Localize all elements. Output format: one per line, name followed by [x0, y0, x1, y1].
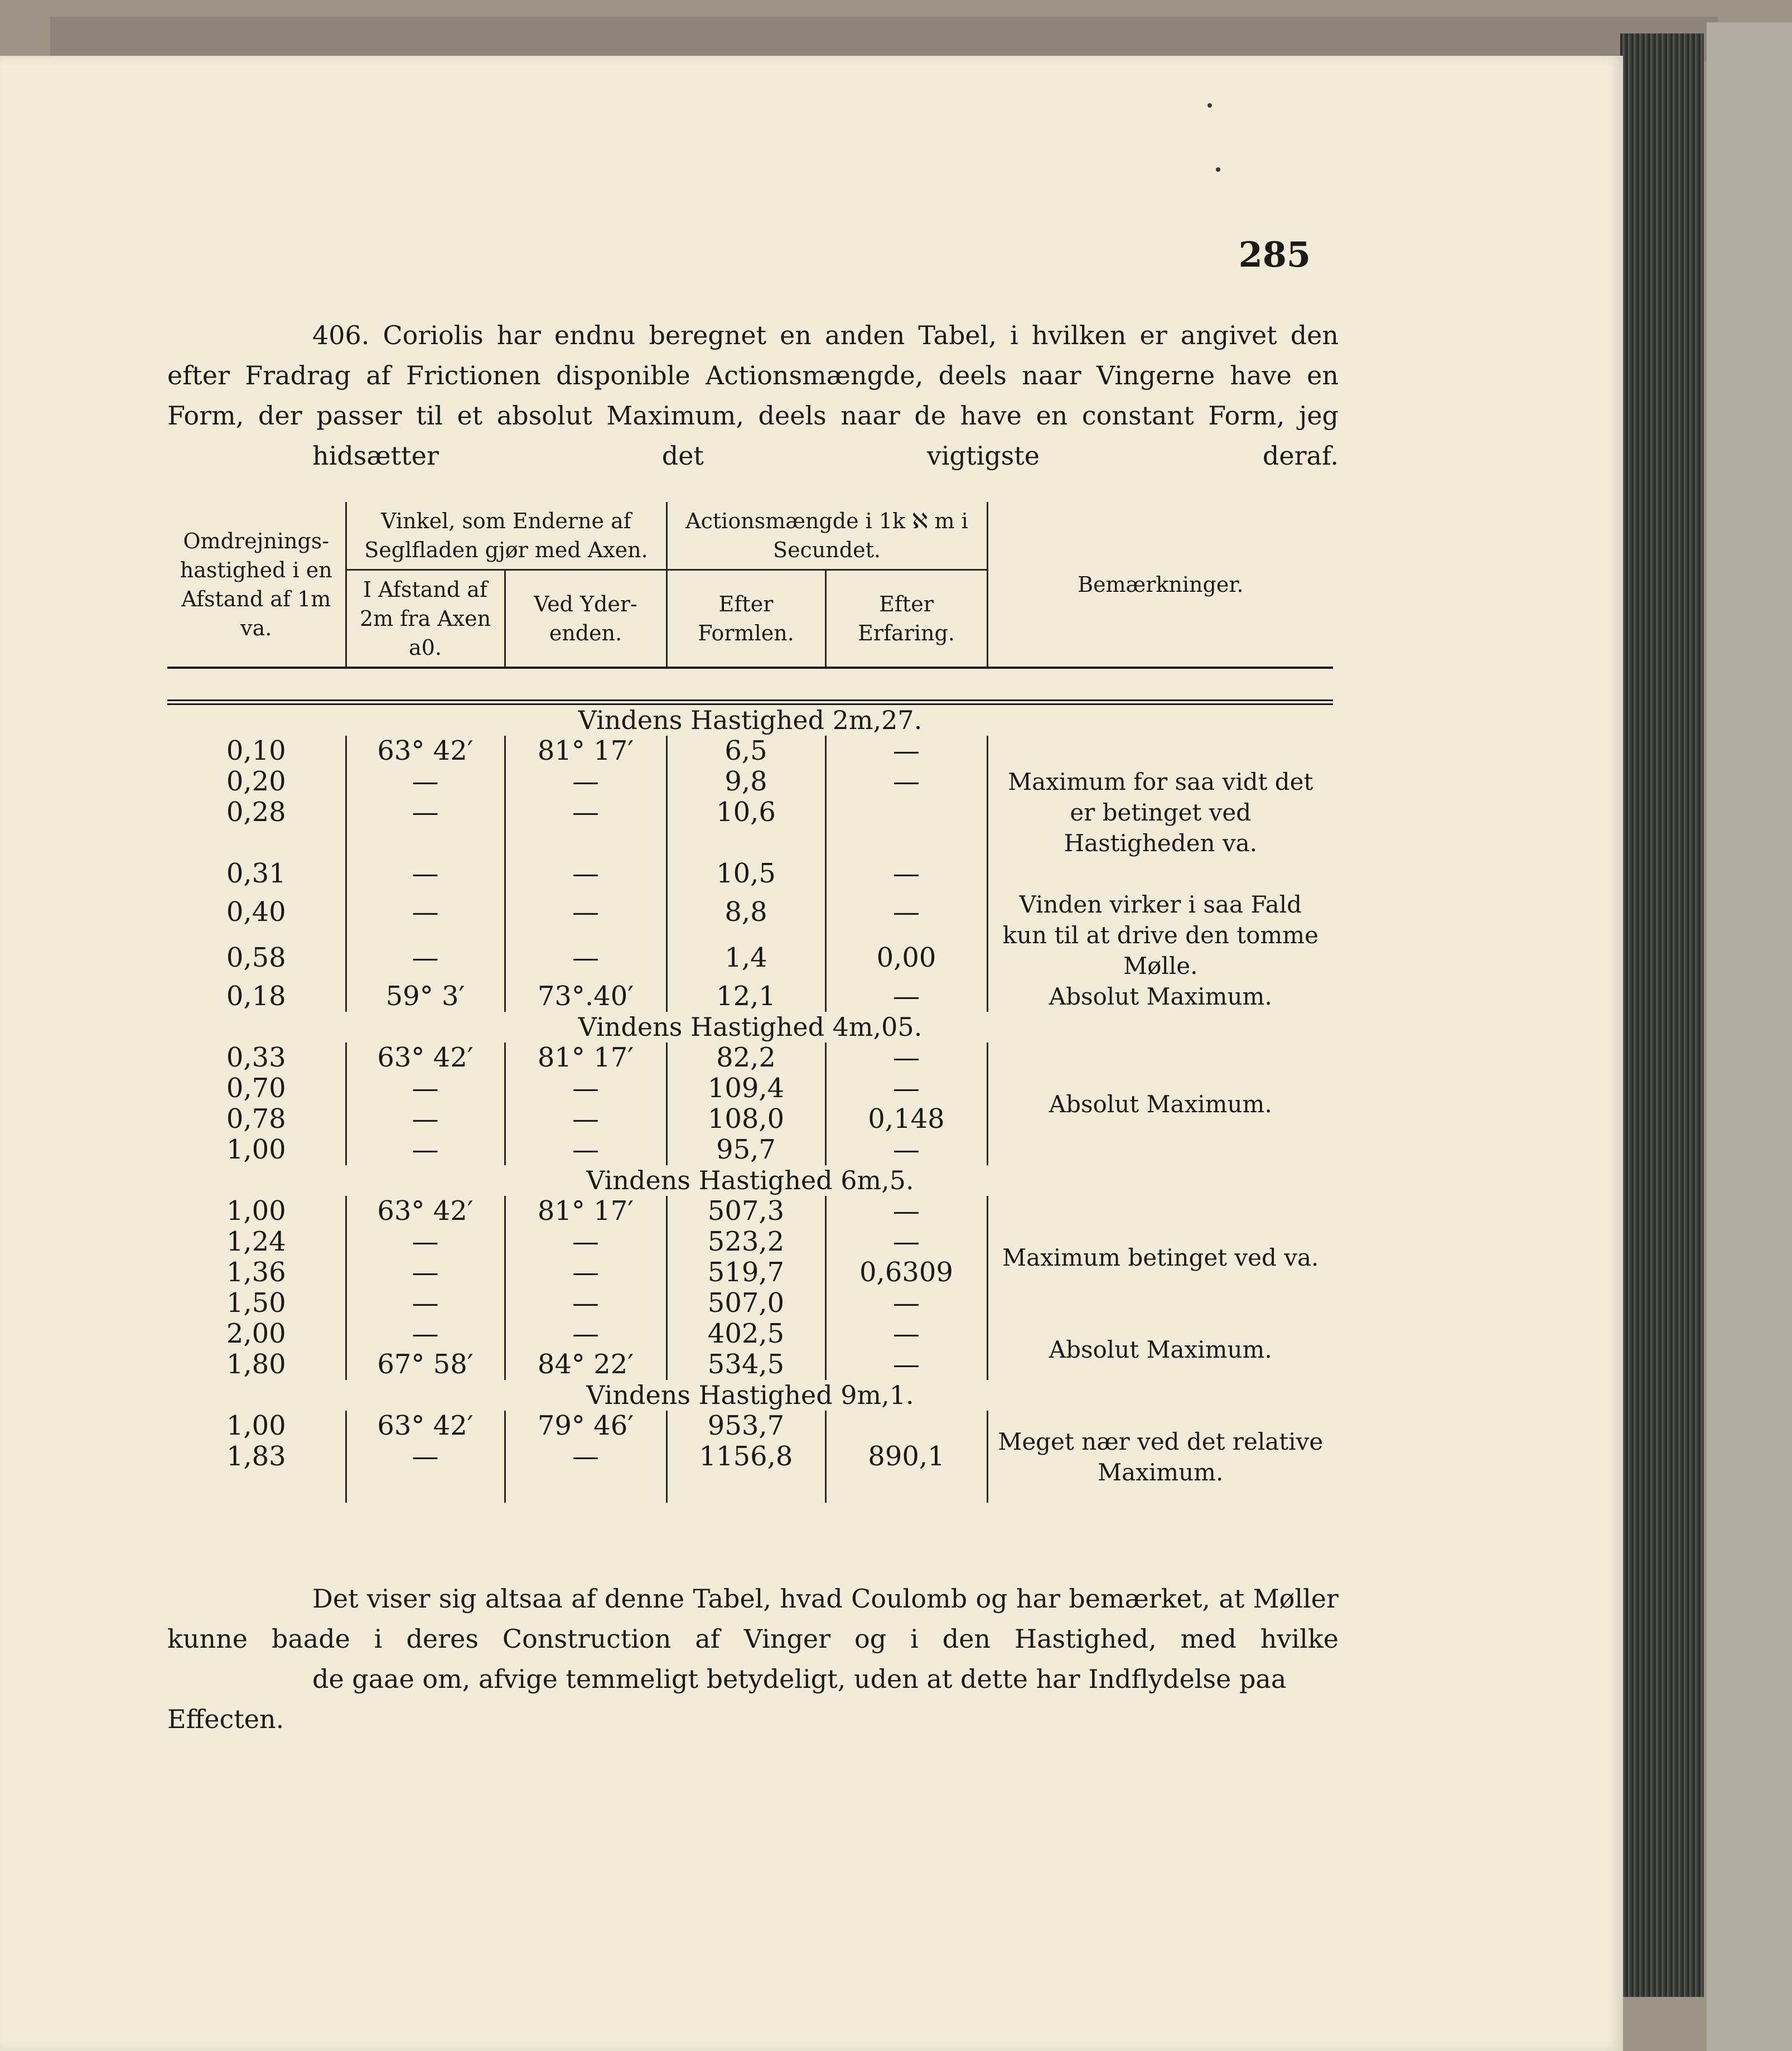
cell-speed: 0,58 — [167, 935, 346, 982]
cell-formula: 10,5 — [666, 858, 825, 889]
cell-formula: 523,2 — [666, 1227, 825, 1257]
cell-formula: 519,7 — [666, 1257, 825, 1288]
cell-experience: — — [825, 1319, 987, 1349]
table-row — [167, 981, 1333, 1012]
cell-speed: 0,20 — [167, 766, 346, 797]
section-title-row — [167, 1165, 1333, 1196]
header-angle-group: Vinkel, som Enderne af Seglfladen gjør med Axen. — [346, 502, 666, 570]
cell-angle-2m: — — [346, 1288, 505, 1319]
cell-experience: — — [825, 766, 987, 797]
ink-speck — [1207, 103, 1212, 108]
conclusion-paragraph — [167, 1579, 1339, 1739]
section-title: Vindens Hastighed 2m,27. — [578, 705, 922, 735]
conclusion-line-1: Det viser sig altsaa af denne Tabel, hvad Coulomb og har bemærket, — [312, 1584, 1211, 1614]
cell-formula: 1,4 — [666, 935, 825, 982]
cell-angle-2m: 63° 42′ — [346, 736, 505, 766]
cell-speed: 1,36 — [167, 1257, 346, 1288]
page-number: 285 — [1238, 234, 1311, 275]
cell-formula: 1156,8 — [666, 1441, 825, 1472]
cell-speed: 0,10 — [167, 736, 346, 766]
cell-angle-end: — — [505, 1319, 666, 1349]
header-formula: Efter Formlen. — [666, 570, 825, 668]
cell-experience: — — [825, 1288, 987, 1319]
cell-angle-2m: — — [346, 1135, 505, 1165]
remark: Absolut Maximum. — [1049, 1090, 1272, 1118]
cell-angle-2m: 63° 42′ — [346, 1196, 505, 1227]
cell-angle-2m: — — [346, 935, 505, 982]
cell-speed: 0,78 — [167, 1104, 346, 1135]
cell-angle-2m: — — [346, 1227, 505, 1257]
cell-angle-2m: — — [346, 766, 505, 797]
cell-angle-2m: — — [346, 1104, 505, 1135]
remark: Meget nær ved det relative Maximum. — [998, 1427, 1324, 1486]
cell-speed: 0,70 — [167, 1073, 346, 1104]
cell-speed: 0,40 — [167, 889, 346, 935]
cell-angle-end: 81° 17′ — [505, 1196, 666, 1227]
intro-line-4: hidsætter det vigtigste deraf. — [312, 441, 1339, 471]
cell-speed: 0,28 — [167, 797, 346, 828]
conclusion-line-2: at Møller kunne baade i deres Construction af Vinger og i den Hastighed, med hvilke — [167, 1584, 1339, 1654]
cell-formula: 10,6 — [666, 797, 825, 828]
cell-speed: 1,00 — [167, 1411, 346, 1441]
table-row — [167, 1411, 1333, 1441]
cell-speed: 1,83 — [167, 1441, 346, 1472]
header-action-group: Actionsmængde i 1k ℵ m i Secundet. — [666, 502, 987, 570]
cell-experience: 0,00 — [825, 935, 987, 982]
cell-angle-end: 79° 46′ — [505, 1411, 666, 1441]
remark: Absolut Maximum. — [1049, 983, 1272, 1010]
page-edges — [1620, 33, 1704, 1997]
header-angle-end: Ved Yder-enden. — [505, 570, 666, 668]
intro-line-1: 406. Coriolis har endnu beregnet en anden Tabel, i hvilken er angivet den — [312, 320, 1339, 350]
cell-angle-end: 81° 17′ — [505, 736, 666, 766]
table-row — [167, 1196, 1333, 1227]
header-rule — [167, 668, 1333, 702]
cell-angle-end: — — [505, 766, 666, 797]
remark: Vinden virker i saa Fald kun til at drive den tomme Mølle. — [1002, 891, 1318, 979]
cell-angle-2m: — — [346, 797, 505, 828]
cell-formula: 12,1 — [666, 981, 825, 1012]
cell-angle-end: 84° 22′ — [505, 1349, 666, 1380]
section-title-row — [167, 1012, 1333, 1043]
cell-speed: 1,24 — [167, 1227, 346, 1257]
cell-angle-2m: 63° 42′ — [346, 1043, 505, 1073]
cell-angle-end: — — [505, 1104, 666, 1135]
cell-experience: 0,148 — [825, 1104, 987, 1135]
cell-formula: 108,0 — [666, 1104, 825, 1135]
header-speed: Omdrejnings-hastighed i en Afstand af 1m va. — [167, 502, 346, 668]
cell-experience: — — [825, 1073, 987, 1104]
intro-line-2: efter Fradrag af Frictionen disponible Actionsmængde, deels naar Vingerne have en — [167, 360, 1339, 390]
cell-speed: 2,00 — [167, 1319, 346, 1349]
conclusion-line-3: de gaae om, afvige temmeligt betydeligt, uden at dette har Indflydelse paa Effecten. — [167, 1664, 1287, 1734]
cell-experience: 890,1 — [825, 1441, 987, 1472]
cell-speed: 1,80 — [167, 1349, 346, 1380]
cell-experience: — — [825, 1135, 987, 1165]
cell-formula: 507,3 — [666, 1196, 825, 1227]
table-row — [167, 736, 1333, 766]
cell-formula: 95,7 — [666, 1135, 825, 1165]
table-row — [167, 1043, 1333, 1073]
section-title-row — [167, 702, 1333, 736]
cell-angle-end: — — [505, 797, 666, 828]
remark: Maximum for saa vidt det er betinget ved Hastigheden va. — [1008, 768, 1313, 857]
cell-experience: — — [825, 1227, 987, 1257]
section-title-row — [167, 1380, 1333, 1411]
cell-angle-end: — — [505, 889, 666, 935]
table-row — [167, 1319, 1333, 1349]
cell-experience: 0,6309 — [825, 1257, 987, 1288]
cell-angle-end: — — [505, 1257, 666, 1288]
header-angle-2m: I Afstand af 2m fra Axen a0. — [346, 570, 505, 668]
cell-angle-2m: — — [346, 1073, 505, 1104]
cell-formula: 953,7 — [666, 1411, 825, 1441]
cell-formula: 6,5 — [666, 736, 825, 766]
section-title: Vindens Hastighed 6m,5. — [586, 1165, 914, 1195]
cell-angle-2m: 67° 58′ — [346, 1349, 505, 1380]
cell-experience: — — [825, 1196, 987, 1227]
intro-paragraph — [167, 315, 1339, 476]
cell-speed: 0,18 — [167, 981, 346, 1012]
cell-formula: 82,2 — [666, 1043, 825, 1073]
cell-formula: 534,5 — [666, 1349, 825, 1380]
cell-angle-end: — — [505, 1288, 666, 1319]
book-cover-right — [1707, 22, 1792, 2051]
cell-formula: 507,0 — [666, 1288, 825, 1319]
cell-experience: — — [825, 1043, 987, 1073]
cell-angle-end: — — [505, 1073, 666, 1104]
cell-angle-2m: 63° 42′ — [346, 1411, 505, 1441]
header-remarks: Bemærkninger. — [1078, 572, 1244, 597]
cell-angle-end: — — [505, 935, 666, 982]
cell-experience — [825, 1411, 987, 1441]
cell-experience — [825, 797, 987, 828]
cell-formula: 109,4 — [666, 1073, 825, 1104]
cell-angle-end: — — [505, 1135, 666, 1165]
cell-angle-end: — — [505, 858, 666, 889]
coriolis-table — [167, 502, 1333, 1503]
cell-speed: 0,31 — [167, 858, 346, 889]
cell-experience: — — [825, 736, 987, 766]
intro-line-3: Form, der passer til et absolut Maximum, deels naar de have en constant Form, jeg — [167, 400, 1339, 431]
table-row — [167, 889, 1333, 935]
cell-angle-2m: 59° 3′ — [346, 981, 505, 1012]
cell-angle-2m: — — [346, 858, 505, 889]
cell-experience: — — [825, 981, 987, 1012]
cell-angle-2m: — — [346, 1441, 505, 1472]
cell-angle-end: — — [505, 1441, 666, 1472]
section-title: Vindens Hastighed 9m,1. — [586, 1380, 914, 1410]
cell-experience: — — [825, 1349, 987, 1380]
cell-formula: 9,8 — [666, 766, 825, 797]
cell-speed: 1,00 — [167, 1135, 346, 1165]
section-title: Vindens Hastighed 4m,05. — [578, 1012, 922, 1042]
cell-formula: 402,5 — [666, 1319, 825, 1349]
ink-speck — [1216, 167, 1220, 172]
cell-angle-end: — — [505, 1227, 666, 1257]
cell-angle-end: 81° 17′ — [505, 1043, 666, 1073]
cell-speed: 1,00 — [167, 1196, 346, 1227]
cell-angle-2m: — — [346, 1257, 505, 1288]
cell-experience: — — [825, 858, 987, 889]
cell-speed: 0,33 — [167, 1043, 346, 1073]
header-experience: Efter Erfaring. — [825, 570, 987, 668]
cell-angle-2m: — — [346, 1319, 505, 1349]
remark: Maximum betinget ved va. — [1002, 1243, 1319, 1271]
cell-experience: — — [825, 889, 987, 935]
remark: Absolut Maximum. — [1049, 1335, 1272, 1363]
cell-angle-2m: — — [346, 889, 505, 935]
cell-formula: 8,8 — [666, 889, 825, 935]
book-cover-top — [50, 17, 1718, 61]
cell-speed: 1,50 — [167, 1288, 346, 1319]
cell-angle-end: 73°.40′ — [505, 981, 666, 1012]
